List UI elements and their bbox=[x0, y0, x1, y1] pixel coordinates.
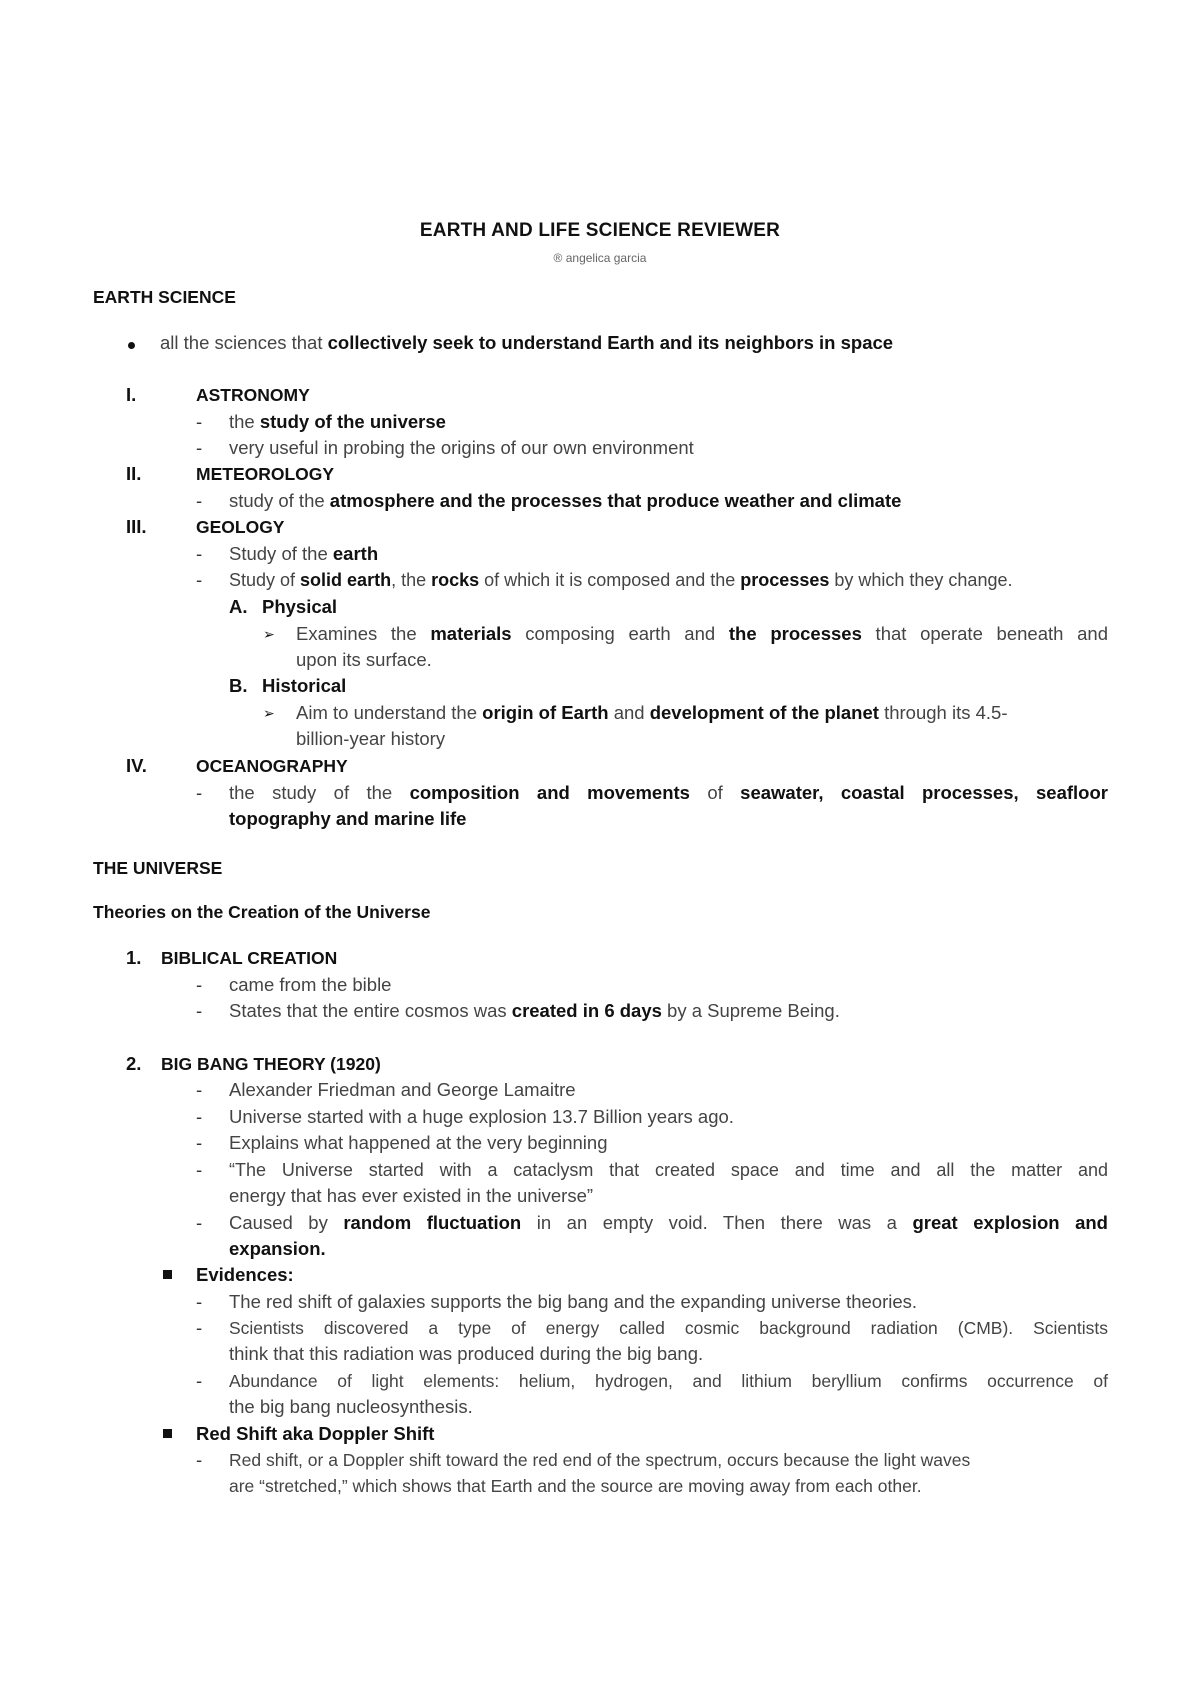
biblical-point-2: States that the entire cosmos was created in 6 days by a Supreme Being. bbox=[229, 1000, 840, 1021]
oceanography-line-1: the study of the composition and movements of seawater, coastal processes, seafloor bbox=[229, 782, 1108, 803]
dash-marker: - bbox=[196, 1449, 203, 1470]
big-bang-heading: BIG BANG THEORY (1920) bbox=[161, 1054, 381, 1074]
meteorology-heading: METEOROLOGY bbox=[196, 464, 335, 484]
physical-geology-line-1: Examines the materials composing earth and the processes that operate beneath and bbox=[296, 623, 1108, 644]
big-bang-point-3: Explains what happened at the very beginning bbox=[229, 1132, 608, 1153]
oceanography-heading: OCEANOGRAPHY bbox=[196, 756, 348, 776]
geology-point-2: Study of solid earth, the rocks of which it is composed and the processes by which they change. bbox=[229, 570, 1013, 590]
dash-marker: - bbox=[196, 543, 203, 564]
dash-marker: - bbox=[196, 437, 203, 458]
physical-geology-heading: Physical bbox=[262, 596, 338, 617]
dash-marker: - bbox=[196, 974, 203, 995]
dash-marker: - bbox=[196, 1106, 203, 1127]
subheading-creation-theories: Theories on the Creation of the Universe bbox=[93, 902, 431, 922]
physical-geology-line-2: upon its surface. bbox=[296, 649, 432, 670]
dash-marker: - bbox=[196, 569, 203, 590]
big-bang-point-4-line-1: “The Universe started with a cataclysm that created space and time and all the matter and bbox=[229, 1160, 1108, 1180]
geology-point-1: Study of the earth bbox=[229, 543, 379, 564]
author-credit: ® angelica garcia bbox=[553, 251, 647, 265]
roman-numeral: II. bbox=[126, 463, 142, 484]
geology-heading: GEOLOGY bbox=[196, 517, 285, 537]
section-heading-universe: THE UNIVERSE bbox=[93, 858, 223, 878]
evidence-point-3-line-1: Abundance of light elements: helium, hydrogen, and lithium beryllium confirms occurrence of bbox=[229, 1371, 1108, 1391]
list-number: 1. bbox=[126, 947, 142, 968]
big-bang-point-2: Universe started with a huge explosion 13.7 Billion years ago. bbox=[229, 1106, 734, 1127]
red-shift-line-2: are “stretched,” which shows that Earth and the source are moving away from each other. bbox=[229, 1476, 922, 1496]
roman-numeral: III. bbox=[126, 516, 147, 537]
historical-geology-line-1: Aim to understand the origin of Earth and development of the planet through its 4.5- bbox=[296, 702, 1008, 723]
page-title: EARTH AND LIFE SCIENCE REVIEWER bbox=[419, 220, 781, 241]
dash-marker: - bbox=[196, 411, 203, 432]
dash-marker: - bbox=[196, 490, 203, 511]
dash-marker: - bbox=[196, 782, 203, 803]
evidence-point-2-line-2: think that this radiation was produced during the big bang. bbox=[229, 1343, 704, 1364]
evidence-point-2-line-1: Scientists discovered a type of energy called cosmic background radiation (CMB). Scientists bbox=[229, 1318, 1108, 1338]
square-bullet-icon bbox=[163, 1429, 172, 1438]
big-bang-point-5-line-2: expansion. bbox=[229, 1238, 326, 1259]
arrow-bullet-icon: ➢ bbox=[263, 626, 275, 642]
subsection-label: B. bbox=[229, 675, 248, 696]
square-bullet-icon bbox=[163, 1270, 172, 1279]
dash-marker: - bbox=[196, 1317, 203, 1338]
biblical-creation-heading: BIBLICAL CREATION bbox=[161, 948, 338, 968]
dash-marker: - bbox=[196, 1291, 203, 1312]
biblical-point-1: came from the bible bbox=[229, 974, 392, 995]
dash-marker: - bbox=[196, 1132, 203, 1153]
historical-geology-heading: Historical bbox=[262, 675, 347, 696]
arrow-bullet-icon: ➢ bbox=[263, 705, 275, 721]
evidence-point-1: The red shift of galaxies supports the big bang and the expanding universe theories. bbox=[229, 1291, 918, 1312]
bullet-dot bbox=[128, 342, 135, 349]
subsection-label: A. bbox=[229, 596, 248, 617]
dash-marker: - bbox=[196, 1370, 203, 1391]
red-shift-heading: Red Shift aka Doppler Shift bbox=[196, 1423, 435, 1444]
oceanography-line-2: topography and marine life bbox=[229, 808, 467, 829]
astronomy-heading: ASTRONOMY bbox=[196, 385, 310, 405]
section-heading-earth-science: EARTH SCIENCE bbox=[93, 287, 236, 307]
dash-marker: - bbox=[196, 1079, 203, 1100]
dash-marker: - bbox=[196, 1000, 203, 1021]
big-bang-point-5-line-1: Caused by random fluctuation in an empty void. Then there was a great explosion and bbox=[229, 1212, 1108, 1233]
astronomy-point-2: very useful in probing the origins of our own environment bbox=[229, 437, 694, 458]
big-bang-point-4-line-2: energy that has ever existed in the universe” bbox=[229, 1185, 594, 1206]
evidences-heading: Evidences: bbox=[196, 1264, 294, 1285]
historical-geology-line-2: billion-year history bbox=[296, 728, 446, 749]
meteorology-point-1: study of the atmosphere and the processes that produce weather and climate bbox=[229, 490, 902, 511]
earth-science-definition: all the sciences that collectively seek to understand Earth and its neighbors in space bbox=[160, 332, 894, 353]
big-bang-point-1: Alexander Friedman and George Lamaitre bbox=[229, 1079, 576, 1100]
evidence-point-3-line-2: the big bang nucleosynthesis. bbox=[229, 1396, 473, 1417]
roman-numeral: IV. bbox=[126, 755, 147, 776]
red-shift-line-1: Red shift, or a Doppler shift toward the red end of the spectrum, occurs because the light waves bbox=[229, 1450, 971, 1470]
list-number: 2. bbox=[126, 1053, 142, 1074]
astronomy-point-1: the study of the universe bbox=[229, 411, 446, 432]
dash-marker: - bbox=[196, 1159, 203, 1180]
roman-numeral: I. bbox=[126, 384, 137, 405]
dash-marker: - bbox=[196, 1212, 203, 1233]
